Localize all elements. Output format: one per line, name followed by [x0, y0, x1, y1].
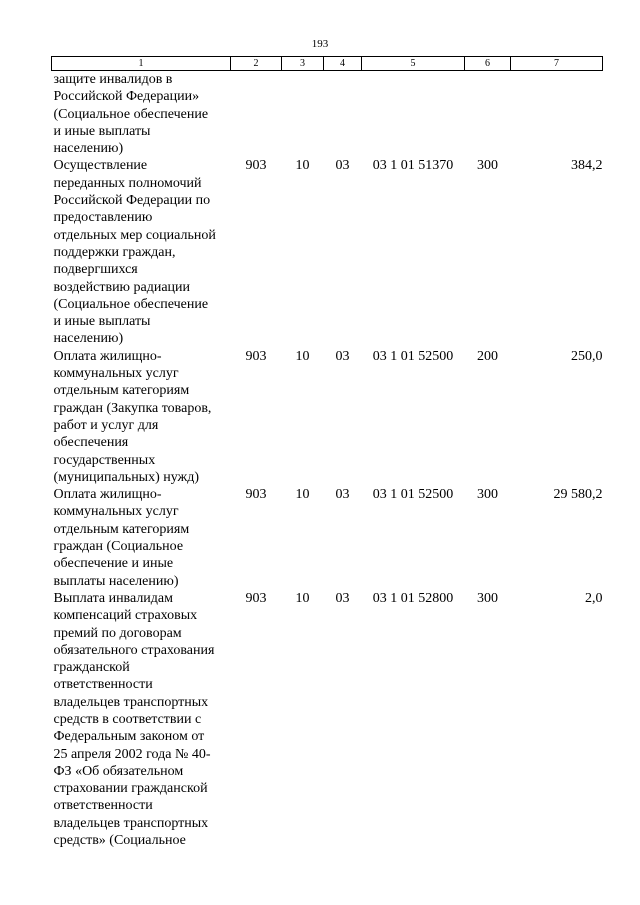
target-article-cell: 03 1 01 52800: [372, 590, 454, 606]
expense-name-line: обязательного страхования: [53, 642, 215, 658]
expense-name-line: отдельным категориям: [53, 521, 190, 537]
section-code-cell: 10: [295, 590, 310, 606]
expense-name-cell: [52, 71, 231, 158]
expense-name-line: средств в соответствии с: [53, 711, 202, 727]
expense-name-line: подвергшихся: [53, 262, 138, 278]
expense-name-line: владельцев транспортных: [53, 694, 209, 710]
ministry-code-cell: 903: [245, 348, 267, 364]
expense-name-line: премий по договорам: [53, 625, 182, 641]
expense-name-line: Оплата жилищно-: [53, 487, 162, 503]
expense-name-line: граждан (Закупка товаров,: [53, 400, 212, 416]
target-article-cell: [362, 71, 465, 158]
table-row: [52, 71, 603, 158]
expense-name-cell: [52, 348, 231, 486]
expense-type-cell: 300: [477, 487, 498, 503]
table-row: [52, 157, 603, 347]
expense-name-line: коммунальных услуг: [53, 366, 179, 382]
expense-name-line: обеспечения: [53, 435, 129, 451]
table-row: [52, 486, 603, 590]
section-code-cell: 10: [295, 487, 310, 503]
ministry-code-cell: 903: [245, 590, 267, 606]
expense-name-line: предоставлению: [53, 210, 153, 226]
expense-name-line: населению): [53, 141, 124, 157]
expense-name-line: воздействию радиации: [53, 279, 191, 295]
expense-name-line: ответственности: [53, 677, 153, 693]
page-number: 193: [311, 38, 329, 50]
column-header: 5: [362, 57, 465, 71]
expense-name-line: средств» (Социальное: [53, 833, 186, 849]
expense-type-cell: 300: [477, 590, 498, 606]
expense-name-cell: [52, 590, 231, 849]
section-code-cell: 10: [295, 158, 310, 174]
subsection-code-cell: 03: [335, 158, 350, 174]
expense-name-line: работ и услуг для: [53, 417, 159, 433]
subsection-code-cell: [324, 71, 362, 158]
ministry-code-cell: [231, 71, 282, 158]
table-header-row: [52, 57, 603, 71]
ministry-code-cell: 903: [245, 487, 267, 503]
budget-table: [51, 56, 603, 849]
expense-name-line: (Социальное обеспечение: [53, 106, 209, 122]
amount-cell: 29 580,2: [553, 487, 603, 503]
section-code-cell: 10: [295, 348, 310, 364]
expense-name-line: (муниципальных) нужд): [53, 469, 200, 485]
expense-type-cell: [465, 71, 511, 158]
column-header: 2: [231, 57, 282, 71]
expense-name-line: населению): [53, 331, 124, 347]
table-row: [52, 348, 603, 486]
expense-name-line: Выплата инвалидам: [53, 590, 173, 606]
amount-cell: 2,0: [585, 590, 603, 606]
expense-type-cell: 300: [477, 158, 498, 174]
amount-cell: [511, 71, 603, 158]
expense-name-line: 25 апреля 2002 года № 40-: [53, 746, 211, 762]
column-header: 6: [465, 57, 511, 71]
expense-name-line: владельцев транспортных: [53, 815, 209, 831]
expense-name-line: поддержки граждан,: [53, 244, 176, 260]
expense-name-line: граждан (Социальное: [53, 539, 184, 555]
expense-name-line: отдельным категориям: [53, 383, 190, 399]
expense-name-cell: [52, 157, 231, 347]
expense-name-line: страховании гражданской: [53, 781, 208, 797]
table-row: [52, 590, 603, 849]
expense-name-line: отдельных мер социальной: [53, 227, 216, 243]
expense-name-line: и иные выплаты: [53, 314, 151, 330]
expense-name-line: Российской Федерации по: [53, 193, 211, 209]
expense-name-line: Оплата жилищно-: [53, 348, 162, 364]
expense-name-cell: [52, 486, 231, 590]
ministry-code-cell: 903: [245, 158, 267, 174]
expense-name-line: ФЗ «Об обязательном: [53, 763, 184, 779]
column-header: 4: [324, 57, 362, 71]
expense-name-line: государственных: [53, 452, 156, 468]
expense-name-line: Осуществление: [53, 158, 148, 174]
amount-cell: 250,0: [571, 348, 603, 364]
expense-name-line: и иные выплаты: [53, 123, 151, 139]
column-header: 7: [511, 57, 603, 71]
expense-name-line: гражданской: [53, 660, 130, 676]
target-article-cell: 03 1 01 51370: [372, 158, 454, 174]
expense-name-line: (Социальное обеспечение: [53, 296, 209, 312]
expense-type-cell: 200: [477, 348, 498, 364]
expense-name-line: Российской Федерации»: [53, 89, 200, 105]
expense-name-line: Федеральным законом от: [53, 729, 205, 745]
expense-name-line: выплаты населению): [53, 573, 179, 589]
subsection-code-cell: 03: [335, 487, 350, 503]
expense-name-line: компенсаций страховых: [53, 608, 198, 624]
expense-name-line: переданных полномочий: [53, 175, 202, 191]
expense-name-line: ответственности: [53, 798, 153, 814]
subsection-code-cell: 03: [335, 348, 350, 364]
target-article-cell: 03 1 01 52500: [372, 487, 454, 503]
expense-name-line: коммунальных услуг: [53, 504, 179, 520]
column-header: 3: [282, 57, 324, 71]
amount-cell: 384,2: [571, 158, 603, 174]
column-header: 1: [52, 57, 231, 71]
section-code-cell: [282, 71, 324, 158]
expense-name-line: защите инвалидов в: [53, 72, 173, 87]
expense-name-line: обеспечение и иные: [53, 556, 174, 572]
subsection-code-cell: 03: [335, 590, 350, 606]
target-article-cell: 03 1 01 52500: [372, 348, 454, 364]
